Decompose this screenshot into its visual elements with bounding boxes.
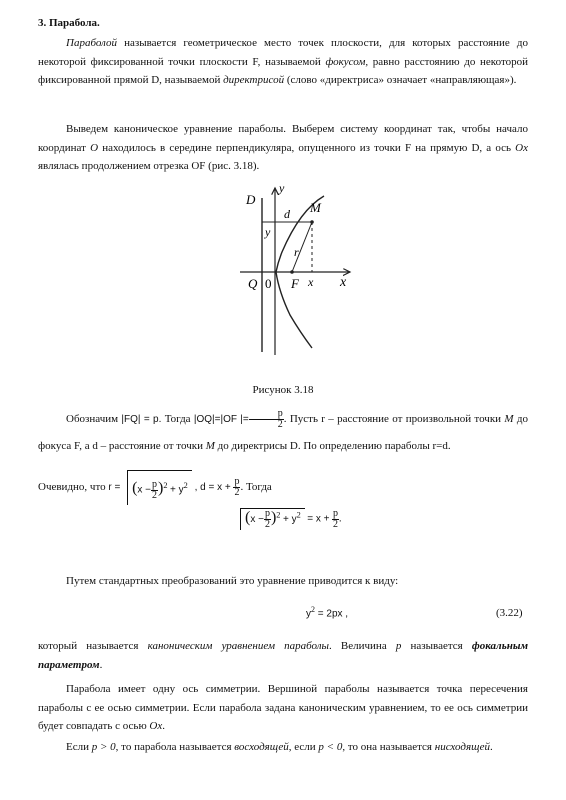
term-canonical-equation: каноническим уравнением параболы (147, 640, 330, 652)
condition-negative: p < 0 (318, 741, 343, 753)
label-M: M (310, 200, 321, 215)
notation-paragraph (38, 406, 528, 459)
sqrt-expression (240, 508, 305, 530)
term: + y (282, 514, 297, 525)
sqrt-expression (127, 470, 192, 505)
text: . (162, 720, 165, 733)
term-ascending: восходящей (234, 741, 289, 753)
formula-fq: |FQ| = p. (121, 414, 162, 425)
paren: ) (270, 509, 277, 526)
text: Путем стандартных преобразований это уравнение приводится к виду: (66, 575, 399, 587)
denominator: 2 (152, 489, 158, 501)
text: до директрисы D. По определению параболы r=d. (214, 440, 451, 452)
text: являлась продолжением отрезка OF (рис. 3.18). (38, 160, 260, 173)
text: . (99, 658, 103, 671)
numerator: p (264, 508, 270, 520)
label-y-value: y (265, 225, 271, 239)
canonical-paragraph (38, 637, 528, 674)
exponent: 2 (276, 510, 281, 520)
text: . (339, 513, 342, 525)
text: который называется (38, 640, 148, 652)
obvious-line (38, 470, 528, 505)
symbol-M: M (504, 413, 514, 425)
exponent: 2 (296, 510, 301, 520)
label-r: r (294, 245, 299, 259)
fraction-p-2 (151, 480, 158, 501)
text: . Величина (329, 640, 396, 652)
transform-paragraph (38, 572, 528, 591)
exponent: 2 (163, 481, 168, 490)
symbol-Ox: Ox (515, 141, 528, 154)
text: . Пусть r – расстояние от произвольной точки (283, 413, 505, 425)
section-heading (38, 14, 528, 33)
condition-positive: p > 0 (91, 741, 116, 753)
definition-paragraph (38, 34, 528, 90)
term: x − (137, 484, 152, 496)
formula-r: r = (108, 482, 121, 494)
symbol-Ox: Ox (149, 720, 163, 733)
denominator: 2 (333, 518, 338, 530)
label-x-axis: x (340, 275, 347, 290)
text: равно расстоянию до некоторой фиксированной прямой D, называемой (38, 55, 528, 87)
point-M (310, 220, 314, 224)
text: Очевидно, что (38, 481, 109, 494)
point-F (290, 270, 294, 274)
symbol-p: p (395, 640, 402, 652)
text: , то парабола называется (115, 741, 235, 753)
term-focus: фокусом, (325, 55, 369, 68)
numerator: p (249, 409, 284, 420)
denominator: 2 (277, 418, 283, 430)
text: (слово «директриса» означает «направляющая»). (284, 74, 517, 87)
figure-caption (38, 381, 528, 400)
text: . (490, 741, 493, 753)
term-focal-parameter: фокальным параметром (38, 640, 528, 671)
eq-number: (3.22) (496, 607, 523, 619)
term-parabola: Параболой (66, 37, 117, 49)
direction-paragraph (38, 738, 528, 757)
label-x-value: x (308, 275, 314, 289)
equation-number (496, 607, 523, 619)
label-O: 0 (265, 276, 272, 291)
text: до фокуса F, а d – расстояние от точки (38, 413, 528, 452)
numerator: p (333, 507, 338, 519)
heading-text: 3. Парабола. (38, 17, 100, 29)
exponent: 2 (183, 481, 188, 490)
exponent: 2 (311, 605, 315, 614)
figure-parabola (0, 180, 566, 380)
text: , то она называется (342, 741, 435, 753)
symmetry-paragraph (38, 680, 528, 736)
equation-canonical (306, 605, 348, 620)
paren: ) (158, 479, 164, 497)
label-d: d (284, 207, 290, 221)
text: Парабола имеет одну ось симметрии. Вершиной параболы называется точка пересечения параболы с ее осью симметрии. Если парабола задана каноническим уравнением, то ее ось симметрии будет совпадать с осью (38, 683, 528, 733)
numerator: p (234, 476, 240, 488)
text: называется геометрическое место точек плоскости, для которых расстояние до некоторой фиксированной точки плоскости F, называемой (38, 37, 528, 68)
label-y-axis: y (279, 181, 285, 195)
label-Q: Q (248, 276, 258, 291)
caption-text: Рисунок 3.18 (252, 384, 314, 396)
numerator: p (152, 478, 158, 490)
fraction-p-2 (264, 509, 271, 530)
symbol-M: M (205, 440, 215, 452)
label-D: D (246, 192, 256, 207)
term-directrix: директрисой (223, 74, 285, 87)
term: = x + (307, 513, 330, 525)
denominator: 2 (264, 519, 270, 531)
text: находилось в середине перпендикуляра, опущенного из точки F на прямую D, а ось (98, 141, 516, 154)
term-descending: нисходящей (434, 741, 491, 753)
text: , если (288, 741, 319, 753)
denominator: 2 (234, 487, 240, 499)
paren: ( (245, 509, 251, 526)
equation-distance (240, 508, 342, 530)
symbol-O: O (90, 141, 99, 154)
formula-oq: |OQ|=|OF |= (193, 414, 249, 425)
paren: ( (132, 479, 138, 497)
term: + y (170, 484, 184, 496)
text: Если (66, 741, 92, 753)
term: x − (250, 514, 264, 525)
fraction-p-2 (249, 409, 284, 430)
text: Выведем каноническое уравнение параболы. Выберем систему координат так, чтобы начало координат (38, 123, 528, 154)
formula-d: , d = x + (194, 482, 231, 494)
term: = 2px , (315, 608, 349, 620)
text: Тогда (161, 413, 194, 425)
text: Обозначим (66, 413, 122, 425)
text: . Тогда (240, 481, 272, 494)
fraction-p-2 (332, 509, 339, 530)
text: называется (401, 640, 472, 652)
term: y (306, 608, 311, 620)
intro-paragraph (38, 120, 528, 176)
label-F: F (291, 276, 299, 291)
